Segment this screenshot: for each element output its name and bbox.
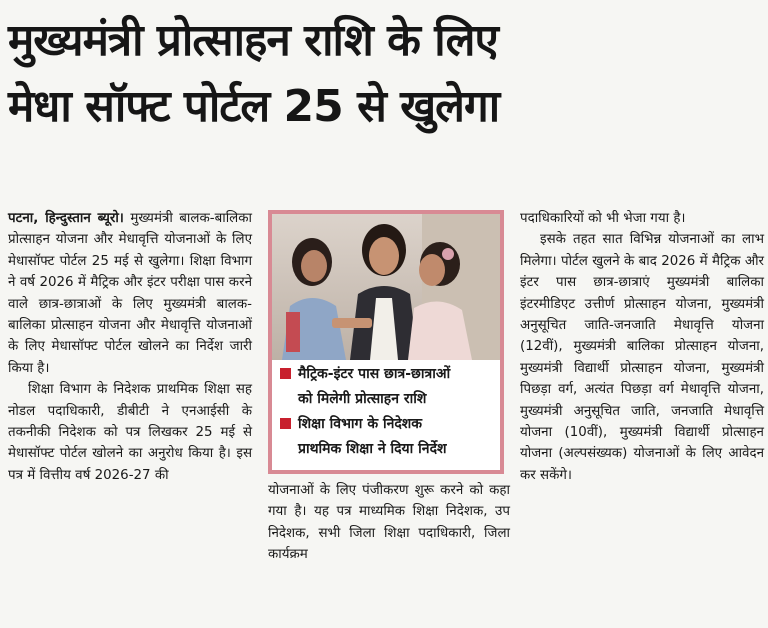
photo-caption bbox=[280, 362, 500, 462]
caption-line: मैट्रिक-इंटर पास छात्र-छात्राओं bbox=[298, 366, 451, 382]
left-para-1-text: मुख्यमंत्री बालक-बालिका प्रोत्साहन योजना और मेधावृत्ति योजनाओं के लिए मेधासॉफ्ट पोर्टल 25 मई से खुलेगा। शिक्षा विभाग ने वर्ष 2026 में मैट्रिक और इंटर परीक्षा पास करने वाले छात्र-छात्राओं के लिए मुख्यमंत्री बालक-बालिका प्रोत्साहन योजना और मेधावृत्ति योजनाओं के लिए मेधासॉफ्ट पोर्टल खोलने का निर्देश जारी किया है। bbox=[8, 211, 252, 376]
red-square-bullet-icon bbox=[280, 368, 291, 379]
caption-item bbox=[280, 362, 500, 412]
left-para-1 bbox=[8, 208, 252, 379]
right-para-1: पदाधिकारियों को भी भेजा गया है। bbox=[520, 211, 686, 226]
right-column bbox=[520, 208, 764, 486]
dateline: पटना, हिन्दुस्तान ब्यूरो। bbox=[8, 211, 124, 226]
caption-line: प्राथमिक शिक्षा ने दिया निर्देश bbox=[298, 441, 447, 457]
photo-box bbox=[268, 210, 504, 474]
headline bbox=[8, 8, 760, 140]
headline-line-2: मेधा सॉफ्ट पोर्टल 25 से खुलेगा bbox=[8, 81, 500, 132]
headline-line-1: मुख्यमंत्री प्रोत्साहन राशि के लिए bbox=[8, 15, 498, 66]
middle-column bbox=[268, 480, 510, 566]
red-square-bullet-icon bbox=[280, 418, 291, 429]
left-column bbox=[8, 208, 252, 486]
caption-item bbox=[280, 412, 500, 462]
left-para-2: शिक्षा विभाग के निदेशक प्राथमिक शिक्षा सह नोडल पदाधिकारी, डीबीटी ने एनआईसी के तकनीकी निदेशक को पत्र लिखकर 25 मई से मेधासॉफ्ट पोर्टल खोलने का अनुरोध किया है। इस पत्र में वित्तीय वर्ष 2026-27 की bbox=[8, 382, 252, 483]
caption-line: को मिलेगी प्रोत्साहन राशि bbox=[298, 391, 427, 407]
students-photo bbox=[272, 214, 500, 360]
middle-para-1: योजनाओं के लिए पंजीकरण शुरू करने को कहा गया है। यह पत्र माध्यमिक शिक्षा निदेशक, उप निदेशक, सभी जिला शिक्षा पदाधिकारी, जिला कार्यक्रम bbox=[268, 483, 510, 563]
right-para-2: इसके तहत सात विभिन्न योजनाओं का लाभ मिलेगा। पोर्टल खुलने के बाद 2026 में मैट्रिक और इंटर पास छात्र-छात्राएं मुख्यमंत्री बालिका इंटरमीडिएट उत्तीर्ण प्रोत्साहन योजना, मुख्यमंत्री अनुसूचित जाति-जनजाति मेधावृत्ति योजना (12वीं), मुख्यमंत्री बालिका प्रोत्साहन योजना, मुख्यमंत्री विद्यार्थी प्रोत्साहन योजना, मुख्यमंत्री पिछड़ा वर्ग, अत्यंत पिछड़ा वर्ग मेधावृत्ति योजना, मुख्यमंत्री अनुसूचित जाति, जनजाति मेधावृत्ति योजना (10वीं), मुख्यमंत्री विद्यार्थी प्रोत्साहन योजना (अल्पसंख्यक) योजनाओं के लिए आवेदन कर सकेंगे। bbox=[520, 232, 764, 483]
caption-line: शिक्षा विभाग के निदेशक bbox=[298, 416, 423, 432]
